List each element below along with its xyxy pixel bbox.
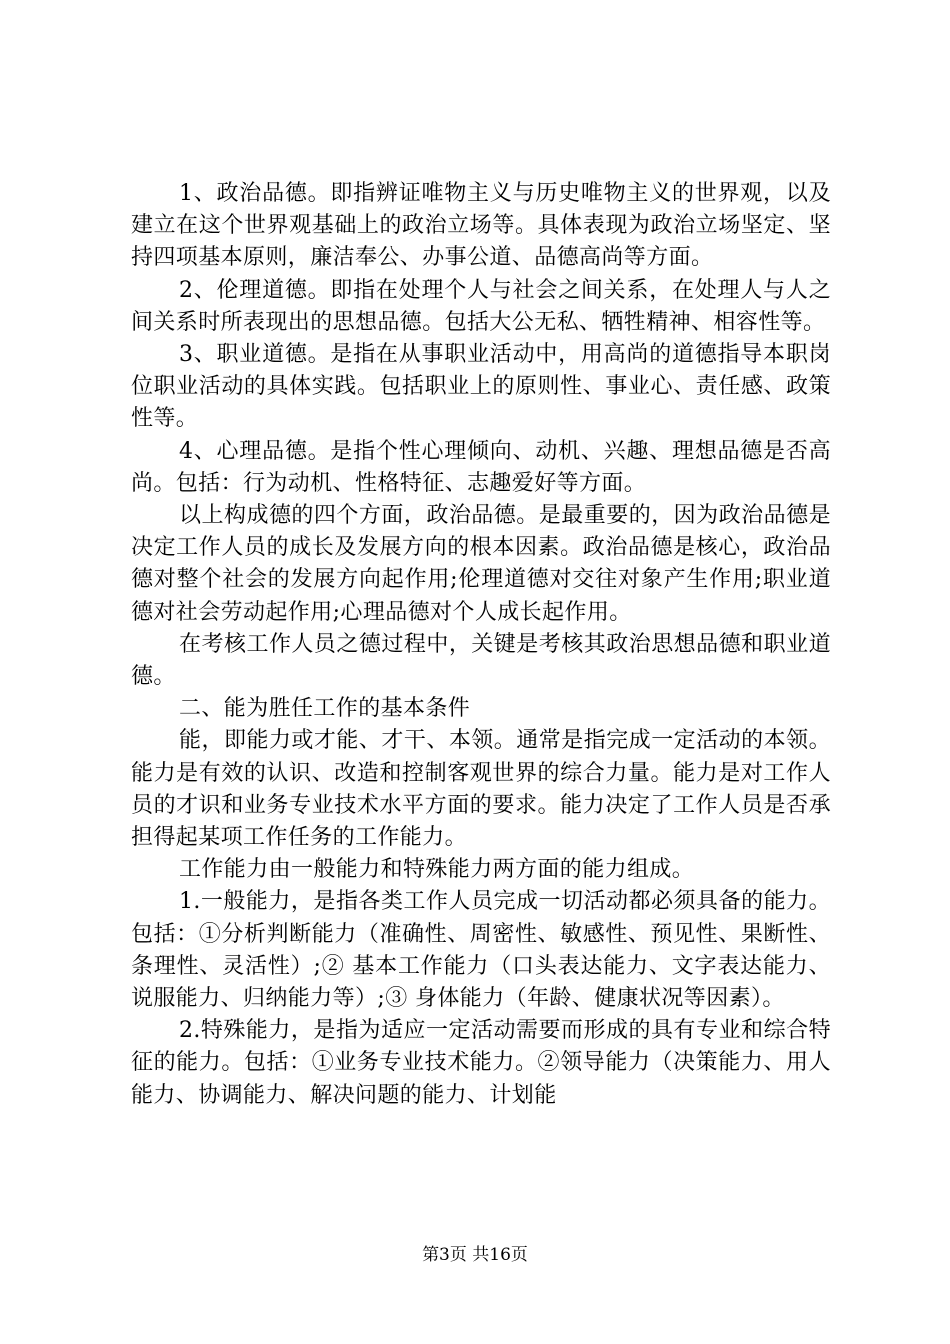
document-body <box>131 178 831 1112</box>
paragraph-assessment-key: 在考核工作人员之德过程中，关键是考核其政治思想品德和职业道德。 <box>131 631 831 690</box>
paragraph-general-ability: 1.一般能力，是指各类工作人员完成一切活动都必须具备的能力。包括：①分析判断能力（准确性、周密性、敏感性、预见性、果断性、条理性、灵活性）;② 基本工作能力（口头表达能力、文字表达能力、说服能力、归纳能力等）;③ 身体能力（年龄、健康状况等因素）。 <box>131 889 831 1012</box>
paragraph-special-ability: 2.特殊能力，是指为适应一定活动需要而形成的具有专业和综合特征的能力。包括：①业务专业技术能力。②领导能力（决策能力、用人能力、协调能力、解决问题的能力、计划能 <box>131 1018 831 1108</box>
paragraph-ethical-morality: 2、伦理道德。即指在处理个人与社会之间关系，在处理人与人之间关系时所表现出的思想品德。包括大公无私、牺牲精神、相容性等。 <box>131 277 831 335</box>
paragraph-ability-composition: 工作能力由一般能力和特殊能力两方面的能力组成。 <box>179 857 695 883</box>
paragraph-political-morality: 1、政治品德。即指辨证唯物主义与历史唯物主义的世界观，以及建立在这个世界观基础上的政治立场等。具体表现为政治立场坚定、坚持四项基本原则，廉洁奉公、办事公道、品德高尚等方面。 <box>131 181 831 271</box>
page-footer: 第3页 共16页 <box>422 1245 528 1265</box>
paragraph-professional-ethics: 3、职业道德。是指在从事职业活动中，用高尚的道德指导本职岗位职业活动的具体实践。包括职业上的原则性、事业心、责任感、政策性等。 <box>131 342 831 432</box>
paragraph-ability-definition: 能，即能力或才能、才干、本领。通常是指完成一定活动的本领。能力是有效的认识、改造和控制客观世界的综合力量。能力是对工作人员的才识和业务专业技术水平方面的要求。能力决定了工作人员是否承担得起某项工作任务的工作能力。 <box>131 728 831 851</box>
paragraph-psychological-morality: 4、心理品德。是指个性心理倾向、动机、兴趣、理想品德是否高尚。包括：行为动机、性格特征、志趣爱好等方面。 <box>131 438 831 496</box>
section-heading-ability: 二、能为胜任工作的基本条件 <box>179 696 471 722</box>
paragraph-four-aspects-summary: 以上构成德的四个方面，政治品德。是最重要的，因为政治品德是决定工作人员的成长及发展方向的根本因素。政治品德是核心，政治品德对整个社会的发展方向起作用;伦理道德对交往对象产生作用;职业道德对社会劳动起作用;心理品德对个人成长起作用。 <box>131 503 831 625</box>
